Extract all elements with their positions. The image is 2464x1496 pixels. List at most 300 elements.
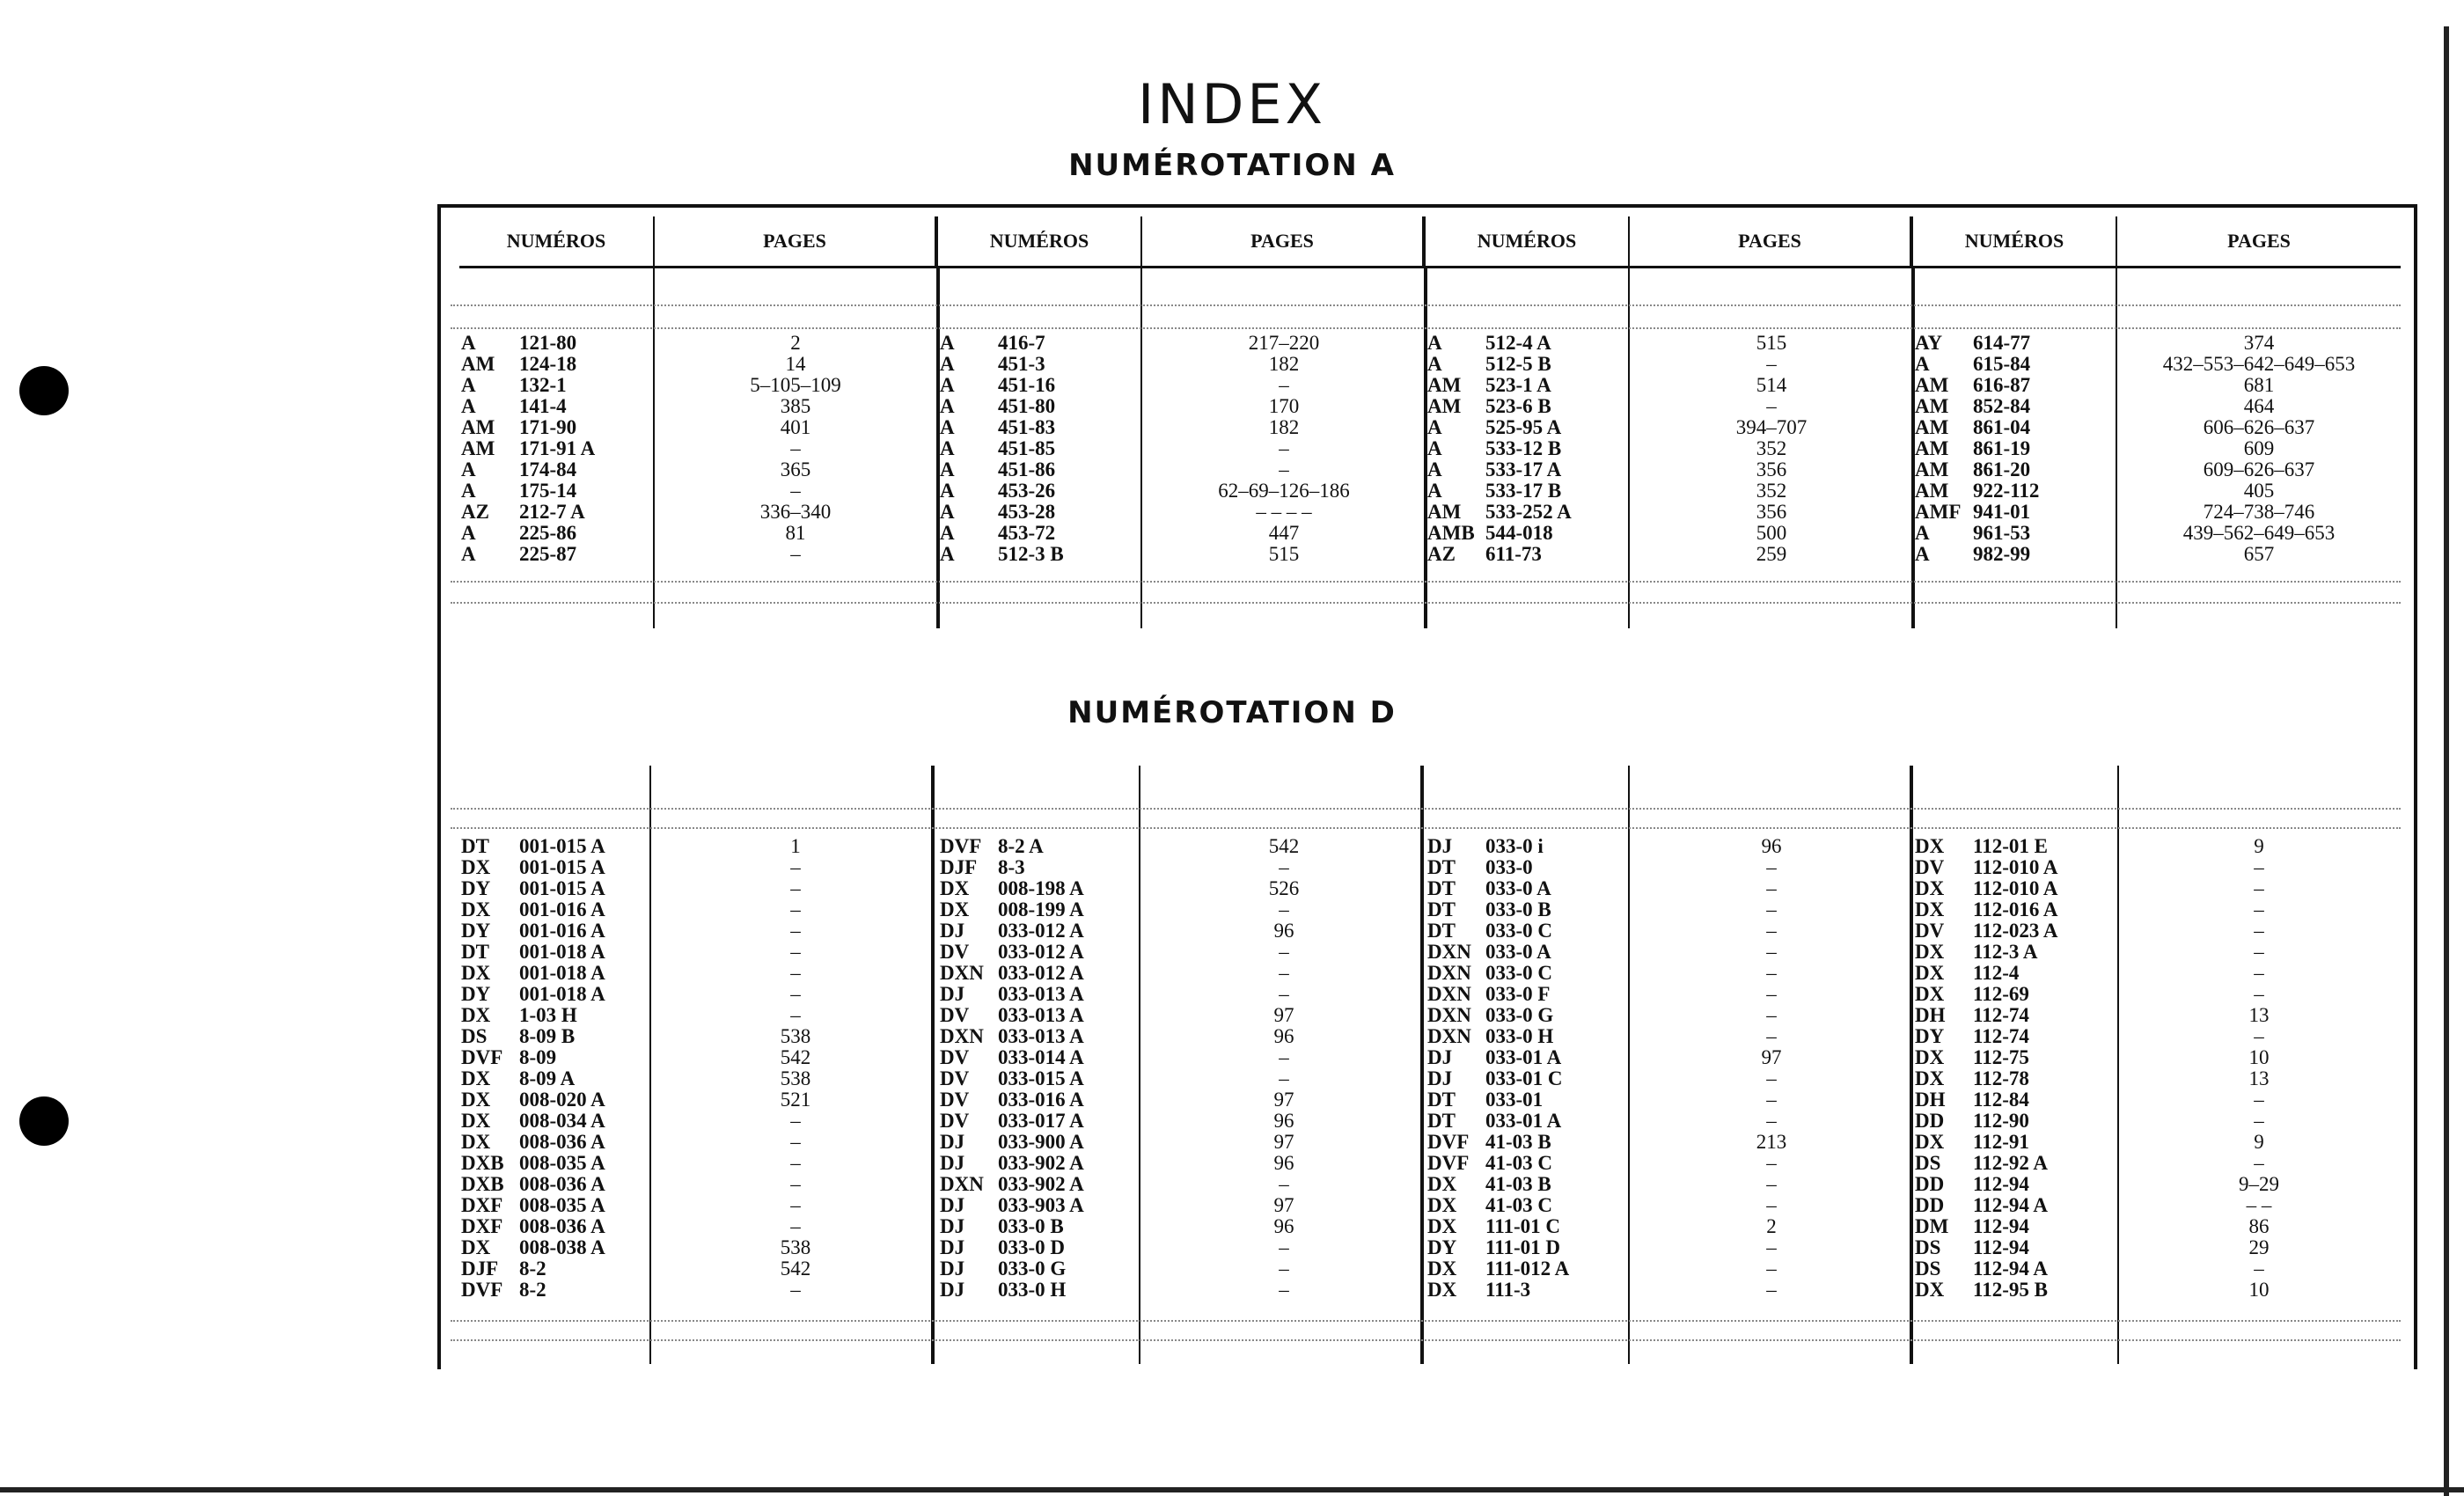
entry-code: 008-020 A [519,1089,605,1111]
index-entry [461,878,653,899]
entry-prefix: AM [461,416,495,438]
index-entry [940,438,1142,459]
index-entry [940,942,1142,963]
entry-pages: – [790,1194,801,1216]
index-entry [461,1258,653,1280]
section-a-group-3 [1426,333,1913,565]
entry-pages: 97 [1761,1046,1782,1068]
entry-prefix: A [940,458,955,480]
index-entry [461,963,653,984]
entry-code: 1-03 H [519,1004,577,1026]
entry-pages: – [790,1152,801,1174]
entry-prefix: DXN [1427,1004,1471,1026]
index-entry [461,1174,653,1195]
numeros-column [1913,836,2117,1301]
entry-code: 033-0 A [1485,941,1551,963]
entry-code: 112-94 [1973,1173,2029,1195]
entry-pages: – [790,1215,801,1237]
entry-prefix: AMF [1915,501,1962,523]
entry-prefix: DV [940,1067,970,1089]
entry-prefix: AM [1427,374,1462,396]
pages-column [2117,333,2401,565]
entry-code: 615-84 [1973,353,2031,375]
entry-pages: 170 [1268,395,1300,417]
entry-code: 112-010 A [1973,856,2058,878]
entry-prefix: DV [940,1110,970,1132]
punch-hole-top [19,366,69,415]
entry-code: 008-199 A [998,898,1084,920]
index-entry [1915,1047,2117,1068]
entry-pages: 182 [1268,416,1300,438]
entry-prefix: A [461,543,476,565]
entry-prefix: DX [1915,877,1945,899]
entry-code: 132-1 [519,374,567,396]
entry-code: 112-023 A [1973,920,2058,942]
entry-prefix: AMB [1427,522,1475,544]
index-entry [1427,1089,1630,1111]
entry-prefix: A [461,480,476,502]
index-entry [1427,1026,1630,1047]
entry-prefix: DX [461,1004,491,1026]
index-entry [1427,963,1630,984]
entry-pages: 542 [780,1258,811,1280]
entry-prefix: DVF [1427,1131,1470,1153]
index-entry [461,1005,653,1026]
entry-code: 453-72 [998,522,1056,544]
entry-code: 451-16 [998,374,1056,396]
index-entry [1427,1280,1630,1301]
index-entry [1427,1132,1630,1153]
entry-prefix: DJ [1427,1046,1453,1068]
entry-pages: – [790,920,801,942]
index-entry [1915,836,2117,857]
entry-pages: – [790,480,801,502]
entry-prefix: DX [1915,983,1945,1005]
entry-prefix: A [1427,416,1442,438]
entry-prefix: DS [1915,1152,1941,1174]
entry-pages: 681 [2243,374,2275,396]
entry-code: 41-03 B [1485,1173,1551,1195]
entry-pages: – [1279,374,1289,396]
page-edge-right [2444,26,2449,1496]
index-entry [1427,920,1630,942]
header-pages-2: PAGES [1142,216,1426,266]
entry-prefix: DXB [461,1173,504,1195]
entry-code: 451-3 [998,353,1045,375]
entry-prefix: DH [1915,1004,1946,1026]
index-entry [461,899,653,920]
entry-pages: – [2254,1089,2264,1111]
entry-code: 112-84 [1973,1089,2029,1111]
entry-code: 112-92 A [1973,1152,2048,1174]
index-entry [940,544,1142,565]
punch-hole-bottom [19,1096,69,1146]
entry-code: 008-036 A [519,1215,605,1237]
column-header-row [459,216,2401,268]
entry-pages: – [790,962,801,984]
entry-prefix: AM [1427,501,1462,523]
entry-pages: 86 [2248,1215,2270,1237]
entry-code: 41-03 C [1485,1194,1553,1216]
entry-pages: – [1766,1110,1777,1132]
entry-prefix: DX [1915,1046,1945,1068]
entry-code: 861-19 [1973,437,2031,459]
index-entry [1427,857,1630,878]
entry-code: 033-0 D [998,1236,1066,1258]
index-entry [461,459,653,480]
entry-pages: 538 [780,1067,811,1089]
entry-pages: – [1279,898,1289,920]
entry-code: 008-034 A [519,1110,605,1132]
entry-pages: – [790,1110,801,1132]
entry-prefix: DX [461,1067,491,1089]
pages-column [653,836,938,1301]
entry-pages: – [1766,1173,1777,1195]
entry-pages: 405 [2243,480,2275,502]
section-a-group-2 [938,333,1426,565]
header-numeros-3: NUMÉROS [1426,216,1630,266]
entry-code: 001-016 A [519,898,605,920]
entry-pages: 521 [780,1089,811,1111]
entry-pages: 182 [1268,353,1300,375]
entry-prefix: DX [461,898,491,920]
entry-pages: 385 [780,395,811,417]
entry-pages: – [2254,941,2264,963]
index-entry [940,1237,1142,1258]
index-entry [1427,1195,1630,1216]
entry-prefix: DD [1915,1110,1945,1132]
entry-prefix: A [1915,543,1930,565]
index-entry [940,375,1142,396]
index-entry [940,1195,1142,1216]
header-pages-4: PAGES [2227,230,2291,252]
entry-pages: 96 [1273,920,1294,942]
entry-code: 112-94 A [1973,1194,2048,1216]
entry-pages: – [1766,1089,1777,1111]
entry-prefix: AM [1915,416,1949,438]
index-entry [1427,1005,1630,1026]
index-entry [461,523,653,544]
index-entry [1915,857,2117,878]
section-d-group-2 [938,836,1426,1301]
entry-prefix: DX [461,962,491,984]
index-entry [461,502,653,523]
entry-code: 852-84 [1973,395,2031,417]
index-entry [1915,396,2117,417]
entry-code: 111-01 C [1485,1215,1560,1237]
entry-prefix: A [461,395,476,417]
entry-code: 525-95 A [1485,416,1562,438]
entry-code: 121-80 [519,332,577,354]
entry-pages: 13 [2248,1067,2270,1089]
index-entry [1427,1258,1630,1280]
pages-column [1142,333,1426,565]
entry-prefix: DVF [940,835,982,857]
entry-pages: – [790,1279,801,1301]
index-entry [461,1195,653,1216]
entry-code: 001-015 A [519,877,605,899]
entry-prefix: DT [1427,920,1456,942]
index-entry [461,942,653,963]
entry-pages: – [790,543,801,565]
entry-prefix: DT [461,941,489,963]
index-entry [940,1280,1142,1301]
entry-prefix: DJ [940,1279,965,1301]
entry-prefix: DJ [1427,835,1453,857]
entry-code: 033-900 A [998,1131,1084,1153]
entry-code: 008-036 A [519,1173,605,1195]
numeros-column [938,333,1142,565]
entry-pages: 81 [785,522,806,544]
entry-code: 033-017 A [998,1110,1084,1132]
entry-code: 001-016 A [519,920,605,942]
entry-prefix: DX [940,898,970,920]
entry-prefix: A [940,395,955,417]
entry-prefix: DT [1427,856,1456,878]
entry-prefix: AM [461,437,495,459]
index-entry [1427,899,1630,920]
entry-prefix: DJ [940,920,965,942]
entry-pages: – [1766,962,1777,984]
pages-column [1630,333,1913,565]
index-entry [1427,1111,1630,1132]
index-entry [1427,1153,1630,1174]
index-entry [461,1237,653,1258]
section-a-group-1 [459,333,938,565]
entry-pages: – [1766,1025,1777,1047]
entry-prefix: AM [1915,458,1949,480]
entry-pages: 542 [1268,835,1300,857]
entry-pages: – [1766,1258,1777,1280]
index-entry [1915,878,2117,899]
entry-prefix: AM [1915,437,1949,459]
entry-pages: 96 [1273,1215,1294,1237]
entry-code: 451-83 [998,416,1056,438]
entry-pages: – [1766,1194,1777,1216]
entry-prefix: A [940,416,955,438]
entry-prefix: AM [1427,395,1462,417]
entry-code: 112-90 [1973,1110,2029,1132]
index-entry [940,857,1142,878]
index-entry [461,417,653,438]
entry-pages: – [2254,1025,2264,1047]
entry-prefix: AM [1915,480,1949,502]
entry-code: 225-87 [519,543,577,565]
pages-column [1630,836,1913,1301]
entry-pages: – [1766,856,1777,878]
entry-prefix: DJ [940,1236,965,1258]
entry-code: 001-015 A [519,856,605,878]
dotted-rule [451,808,2401,810]
index-entry [1427,878,1630,899]
entry-prefix: A [1427,437,1442,459]
entry-prefix: DX [1915,1131,1945,1153]
entry-pages: – [1279,1046,1289,1068]
entry-code: 033-0 [1485,856,1533,878]
entry-pages: – [1279,1067,1289,1089]
entry-code: 112-3 A [1973,941,2038,963]
index-entry [1427,523,1630,544]
entry-prefix: DX [1915,1279,1945,1301]
index-entry [1915,480,2117,502]
index-entry [1427,502,1630,523]
entry-pages: – [1766,353,1777,375]
index-entry [1427,354,1630,375]
entry-pages: 609–626–637 [2203,458,2315,480]
entry-prefix: A [1427,458,1442,480]
entry-code: 033-0 G [998,1258,1067,1280]
index-entry [940,1026,1142,1047]
index-entry [1915,1195,2117,1216]
entry-code: 112-78 [1973,1067,2029,1089]
index-entry [1915,523,2117,544]
entry-prefix: DVF [461,1046,503,1068]
index-entry [940,333,1142,354]
index-entry [1915,1258,2117,1280]
index-entry [461,1280,653,1301]
entry-pages: 657 [2243,543,2275,565]
entry-pages: 1 [790,835,801,857]
entry-prefix: DXN [1427,941,1471,963]
entry-pages: – [1279,458,1289,480]
entry-prefix: DJF [461,1258,499,1280]
entry-code: 451-85 [998,437,1056,459]
entry-pages: 394–707 [1735,416,1808,438]
entry-pages: 352 [1756,480,1787,502]
entry-pages: – [2254,962,2264,984]
entry-code: 451-86 [998,458,1056,480]
entry-pages: 356 [1756,458,1787,480]
index-entry [1427,1047,1630,1068]
dotted-rule [451,581,2401,583]
entry-code: 033-012 A [998,920,1084,942]
entry-prefix: AM [1915,374,1949,396]
dotted-rule [451,1320,2401,1322]
page-edge-bottom [0,1487,2464,1492]
entry-code: 512-5 B [1485,353,1551,375]
entry-prefix: DX [1427,1215,1457,1237]
entry-pages: 14 [785,353,806,375]
entry-code: 41-03 C [1485,1152,1553,1174]
entry-prefix: DX [1915,898,1945,920]
entry-prefix: DY [461,920,491,942]
entry-code: 533-252 A [1485,501,1572,523]
entry-prefix: DJ [940,1215,965,1237]
entry-code: 112-94 [1973,1236,2029,1258]
entry-pages: 500 [1756,522,1787,544]
entry-code: 533-17 B [1485,480,1562,502]
numeros-column [459,836,653,1301]
index-entry [461,1132,653,1153]
entry-code: 41-03 B [1485,1131,1551,1153]
entry-prefix: DX [461,1110,491,1132]
numeros-column [938,836,1142,1301]
entry-pages: – – – – [1256,501,1312,523]
index-entry [1915,1280,2117,1301]
entry-pages: – [1766,1152,1777,1174]
entry-code: 033-902 A [998,1173,1084,1195]
entry-prefix: A [461,374,476,396]
entry-pages: – [1766,1279,1777,1301]
entry-code: 112-75 [1973,1046,2029,1068]
index-entry [461,857,653,878]
entry-pages: – [1766,983,1777,1005]
entry-code: 861-04 [1973,416,2031,438]
entry-code: 033-016 A [998,1089,1084,1111]
entry-pages: 542 [780,1046,811,1068]
entry-prefix: DVF [1427,1152,1470,1174]
index-entry [940,523,1142,544]
index-entry [1915,417,2117,438]
index-entry [461,1068,653,1089]
entry-prefix: DJ [940,983,965,1005]
entry-prefix: DY [461,877,491,899]
entry-code: 861-20 [1973,458,2031,480]
entry-code: 982-99 [1973,543,2031,565]
entry-pages: 9 [2254,1131,2264,1153]
index-entry [1915,899,2117,920]
entry-pages: – [2254,898,2264,920]
header-pages-1: PAGES [655,216,938,266]
entry-pages: 62–69–126–186 [1218,480,1350,502]
entry-pages: 538 [780,1236,811,1258]
entry-pages: 538 [780,1025,811,1047]
entry-prefix: DX [1915,835,1945,857]
index-entry [1915,1237,2117,1258]
entry-prefix: DJ [940,1258,965,1280]
entry-pages: 96 [1273,1152,1294,1174]
entry-pages: – [790,877,801,899]
entry-prefix: DXN [1427,983,1471,1005]
index-entry [1915,1216,2117,1237]
entry-pages: 213 [1756,1131,1787,1153]
entry-prefix: A [461,332,476,354]
section-d-group-1 [459,836,938,1301]
entry-pages: – [1766,941,1777,963]
entry-pages: – [1279,962,1289,984]
entry-code: 112-4 [1973,962,2020,984]
index-entry [1915,354,2117,375]
entry-pages: – [1766,395,1777,417]
entry-code: 033-0 H [1485,1025,1554,1047]
index-entry [1427,836,1630,857]
entry-code: 512-4 A [1485,332,1551,354]
entry-prefix: DX [1427,1173,1457,1195]
index-entry [1915,920,2117,942]
entry-code: 033-0 A [1485,877,1551,899]
entry-code: 112-74 [1973,1004,2029,1026]
index-entry [940,878,1142,899]
index-entry [1427,333,1630,354]
entry-prefix: A [1427,353,1442,375]
index-entry [1915,333,2117,354]
entry-pages: – [1766,877,1777,899]
entry-code: 001-018 A [519,941,605,963]
entry-prefix: AM [1915,395,1949,417]
index-entry [1915,1132,2117,1153]
entry-pages: – [1279,1236,1289,1258]
index-entry [1427,544,1630,565]
index-entry [461,836,653,857]
entry-code: 033-01 A [1485,1110,1562,1132]
entry-prefix: A [940,374,955,396]
index-entry [461,333,653,354]
entry-pages: – [2254,877,2264,899]
entry-code: 8-09 A [519,1067,576,1089]
entry-code: 8-09 B [519,1025,576,1047]
entry-pages: 97 [1273,1089,1294,1111]
entry-code: 111-012 A [1485,1258,1570,1280]
